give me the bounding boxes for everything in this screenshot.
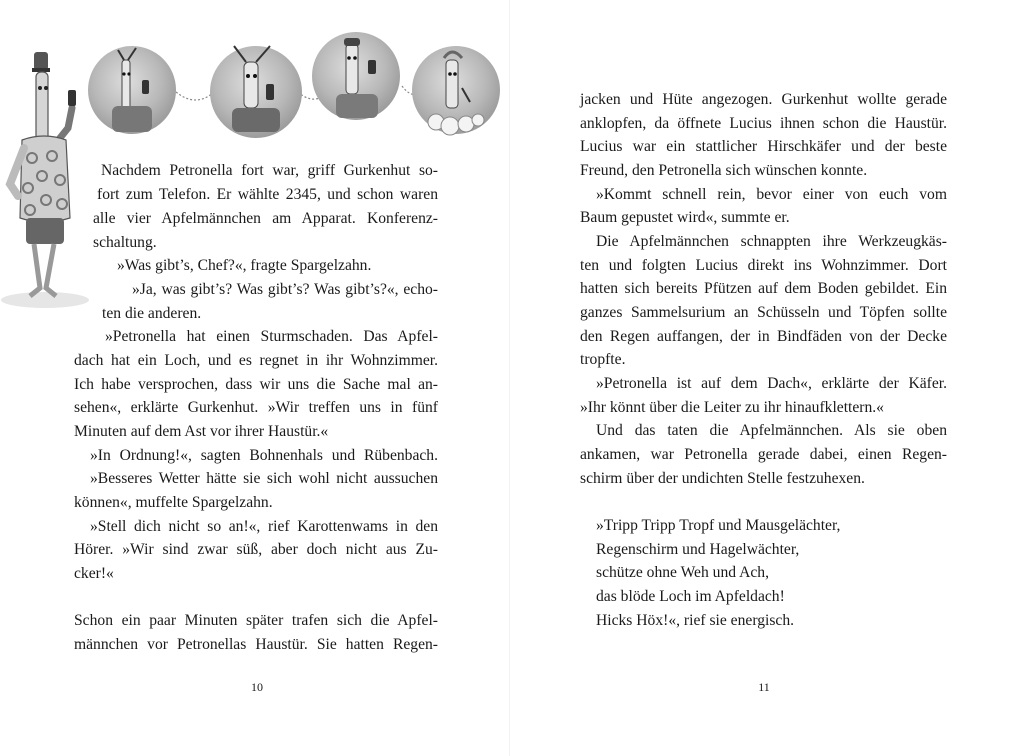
text-line: »Besseres Wetter hätte sie sich wohl nicht aussuchen xyxy=(90,470,438,487)
text-line: hatten sich bereits Pfützen auf dem Boden gebildet. Ein xyxy=(580,280,947,297)
text-line: schaltung. xyxy=(93,234,157,251)
text-line: »Petronella hat einen Sturmschaden. Das Apfel- xyxy=(105,328,438,345)
text-line: »Was gibt’s, Chef?«, fragte Spargelzahn. xyxy=(117,257,372,274)
text-line: Ich habe versprochen, dass wir uns die Sache mal an- xyxy=(74,376,438,393)
text-line: schirm über der undichten Stelle festzuhexen. xyxy=(580,470,865,487)
poem-line: Hicks Höx!«, rief sie energisch. xyxy=(596,612,795,629)
text-line: »Kommt schnell rein, bevor einer von euch vom xyxy=(596,186,947,203)
poem-line: Regenschirm und Hagelwächter, xyxy=(596,541,800,558)
text-line: ankamen, war Petronella gerade dabei, einen Regen- xyxy=(580,446,947,463)
poem-line: schütze ohne Weh und Ach, xyxy=(596,564,769,581)
right-page xyxy=(510,0,1020,756)
medallion-illustrations xyxy=(84,30,510,140)
text-line: »Stell dich nicht so an!«, rief Karottenwams in den xyxy=(90,518,438,535)
standing-figure-illustration xyxy=(0,48,90,310)
text-line: Minuten auf dem Ast vor ihrer Haustür.« xyxy=(74,423,329,440)
text-line: Schon ein paar Minuten später trafen sich die Apfel- xyxy=(74,612,438,629)
text-line: ten die anderen. xyxy=(102,305,202,322)
text-line: »In Ordnung!«, sagten Bohnenhals und Rübenbach. xyxy=(90,447,438,464)
text-line: Lucius war ein stattlicher Hirschkäfer und der beste xyxy=(580,138,947,155)
text-line: sehen«, erklärte Gurkenhut. »Wir treffen uns in fünf xyxy=(74,399,438,416)
text-line: ten und folgten Lucius direkt ins Wohnzimmer. Dort xyxy=(580,257,947,274)
poem-line: »Tripp Tripp Tropf und Mausgelächter, xyxy=(596,517,841,534)
text-line: können«, muffelte Spargelzahn. xyxy=(74,494,273,511)
text-line: Die Apfelmännchen schnappten ihre Werkzeugkäs- xyxy=(596,233,947,250)
text-line: männchen vor Petronellas Haustür. Sie hatten Regen- xyxy=(74,636,438,653)
text-line: »Petronella ist auf dem Dach«, erklärte der Käfer. xyxy=(596,375,947,392)
text-line: Freund, den Petronella sich wünschen konnte. xyxy=(580,162,868,179)
text-line: Baum gepustet wird«, summte er. xyxy=(580,209,790,226)
text-line: jacken und Hüte angezogen. Gurkenhut wollte gerade xyxy=(580,91,947,108)
text-line: ganzes Sammelsurium an Schüsseln und Töpfen sollte xyxy=(580,304,947,321)
text-line: cker!« xyxy=(74,565,114,582)
text-line: Hörer. »Wir sind zwar süß, aber doch nicht aus Zu- xyxy=(74,541,438,558)
poem-line: das blöde Loch im Apfeldach! xyxy=(596,588,785,605)
page-number: 11 xyxy=(758,680,770,694)
page-number: 10 xyxy=(251,680,263,694)
text-line: dach hat ein Loch, und es regnet in ihr Wohnzimmer. xyxy=(74,352,438,369)
text-line: »Ihr könnt über die Leiter zu ihr hinaufklettern.« xyxy=(580,399,884,416)
text-line: Nachdem Petronella fort war, griff Gurkenhut so- xyxy=(101,162,438,179)
text-line: alle vier Apfelmännchen am Apparat. Konferenz- xyxy=(93,210,438,227)
text-line: anklopfen, da öffnete Lucius ihnen schon die Haustür. xyxy=(580,115,947,132)
text-line: »Ja, was gibt’s? Was gibt’s? Was gibt’s?«, echo- xyxy=(132,281,438,298)
text-line: fort zum Telefon. Er wählte 2345, und schon waren xyxy=(97,186,438,203)
text-line: Und das taten die Apfelmännchen. Als sie oben xyxy=(596,422,947,439)
text-line: den Regen auffangen, der in Bindfäden von der Decke xyxy=(580,328,947,345)
text-line: tropfte. xyxy=(580,351,626,368)
